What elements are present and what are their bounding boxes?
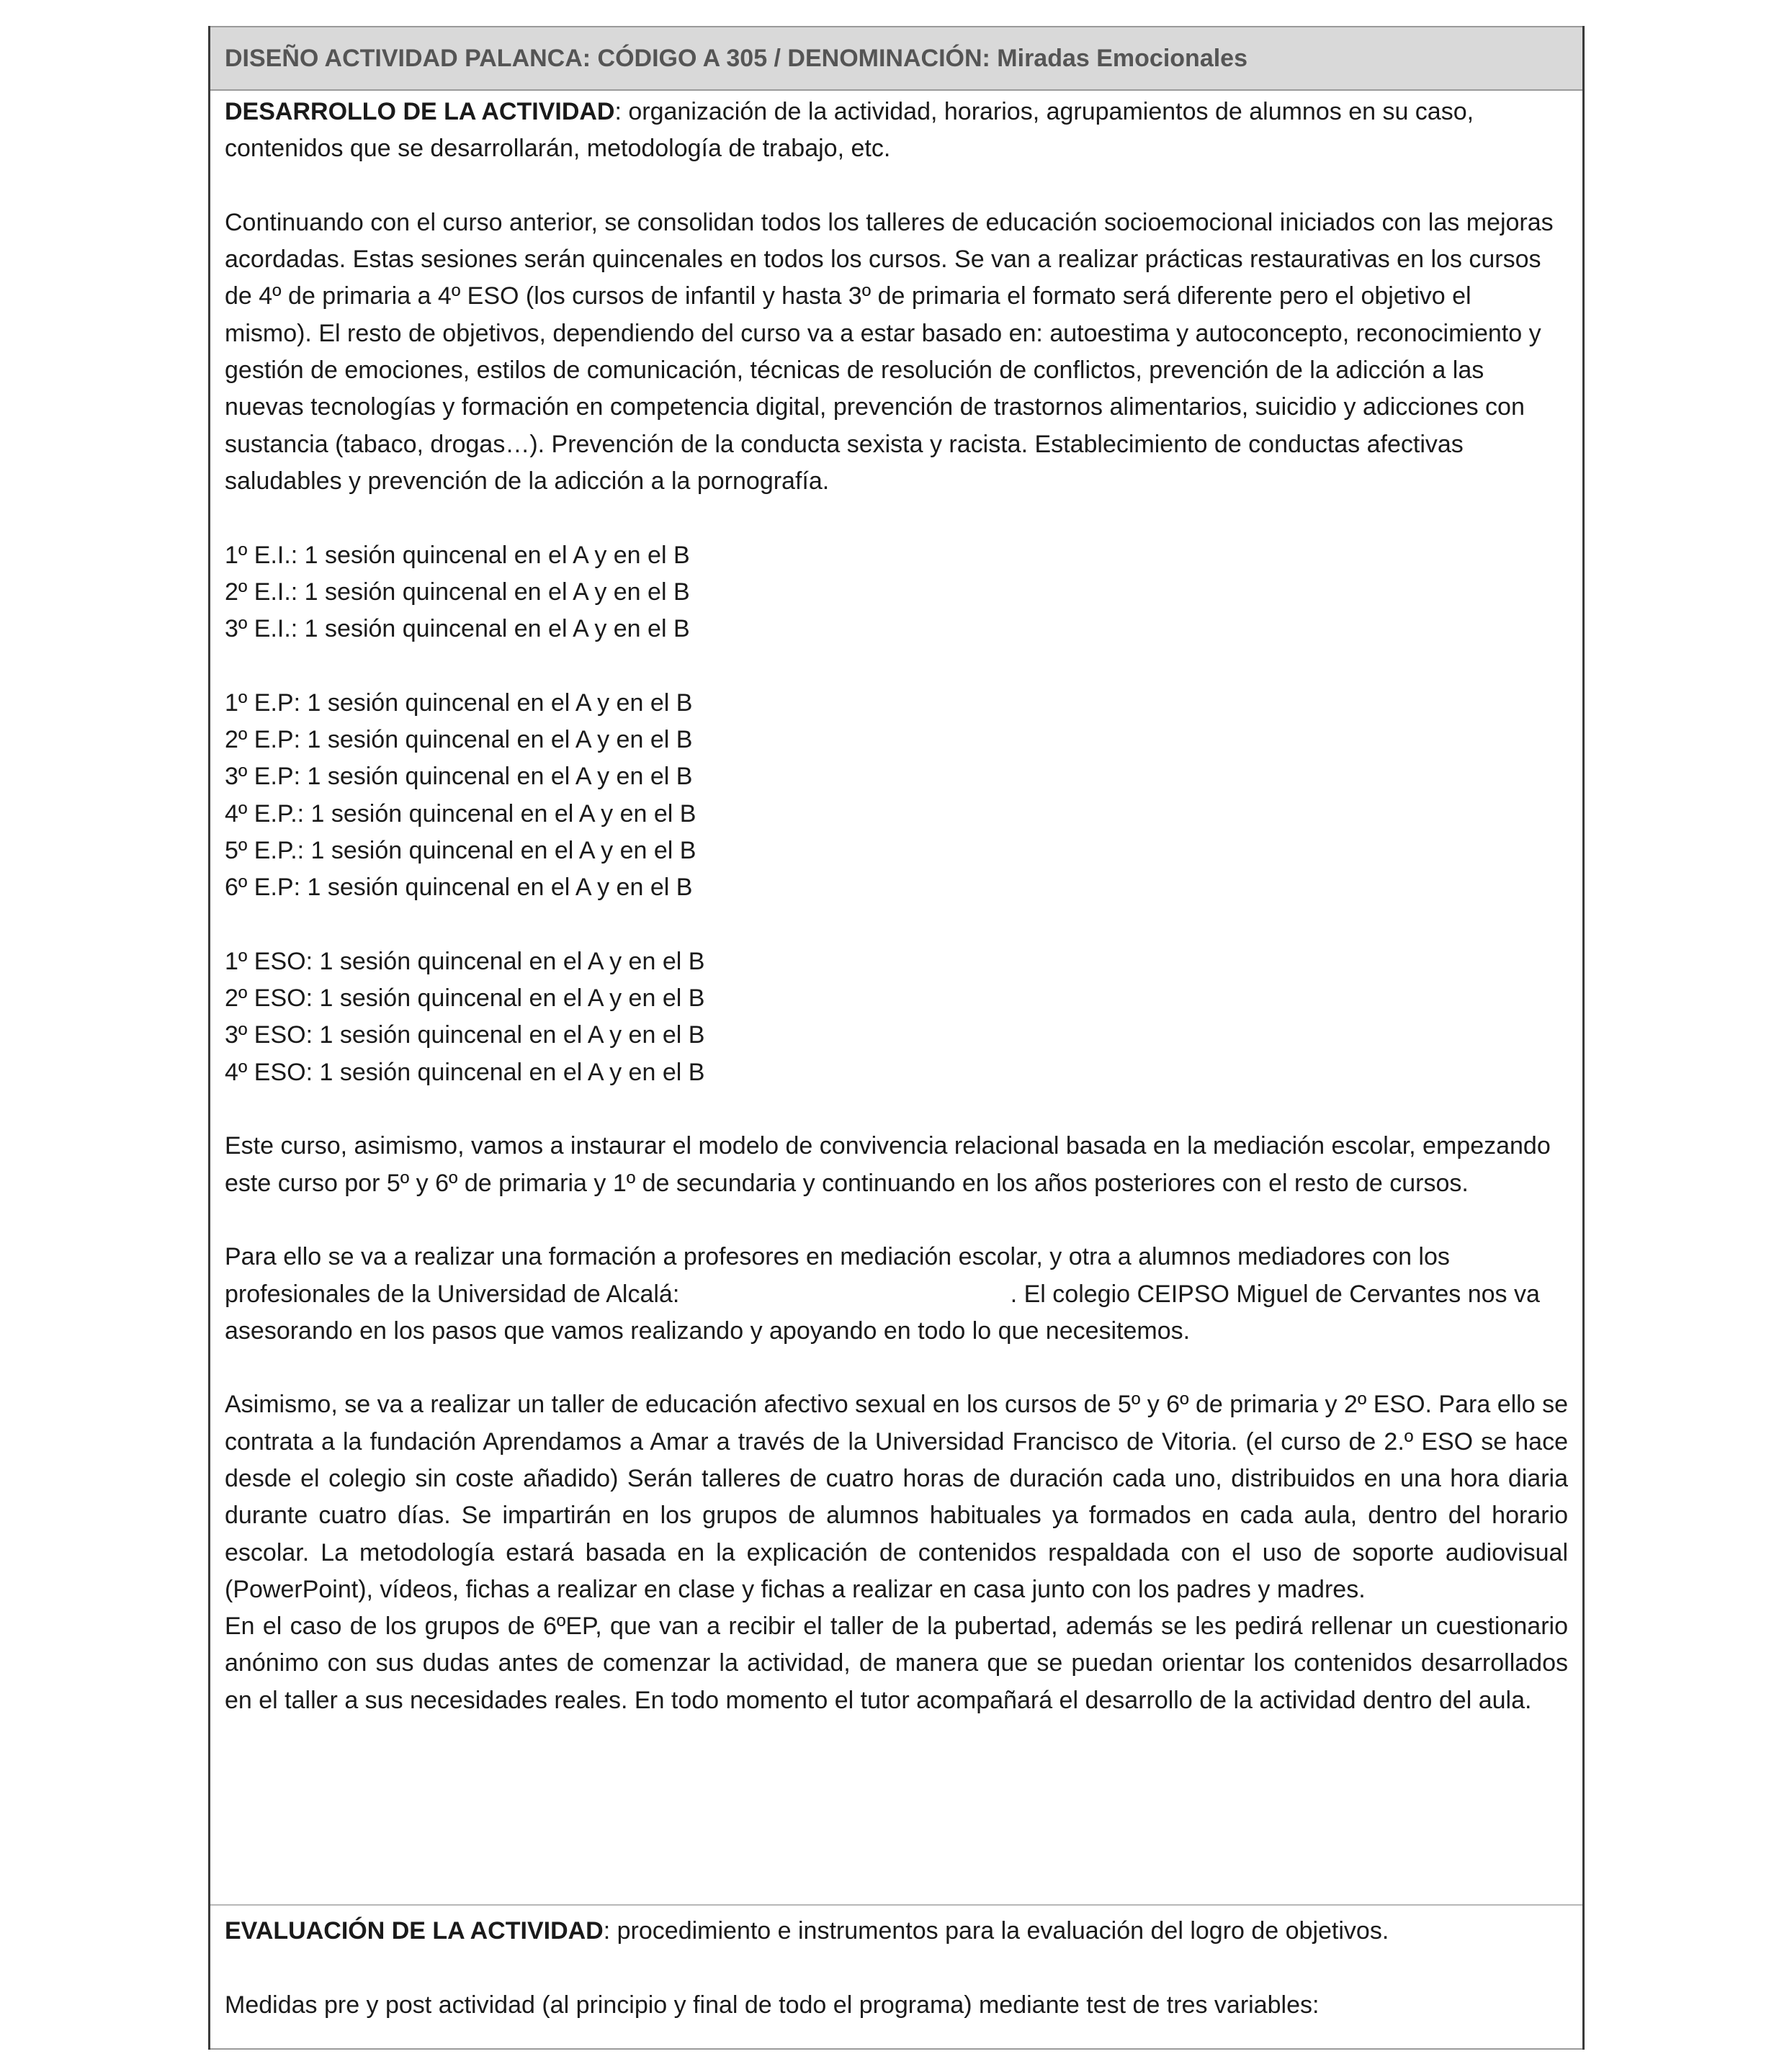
list-item: 3º E.P: 1 sesión quincenal en el A y en el B [225,763,693,791]
mediation-paragraph: Este curso, asimismo, vamos a instaurar el modelo de convivencia relacional basada en la mediación escolar, empezando este curso por 5º y 6º de primaria y 1º de secundaria y continuando en los años posteriores con el resto de cursos. [225,1132,1551,1197]
list-item: 1º E.P: 1 sesión quincenal en el A y en el B [225,689,693,717]
schedule-eso [225,943,1568,1091]
list-item: 5º E.P.: 1 sesión quincenal en el A y en el B [225,836,696,864]
list-item: 3º ESO: 1 sesión quincenal en el A y en el B [225,1021,705,1049]
header-title: DISEÑO ACTIVIDAD PALANCA: CÓDIGO A 305 / DENOMINACIÓN: Miradas Emocionales [225,44,1247,72]
schedule-infantil [225,537,1568,648]
list-item: 4º ESO: 1 sesión quincenal en el A y en el B [225,1058,705,1086]
evaluation-section [210,1906,1582,2050]
evaluation-measures: Medidas pre y post actividad (al principio y final de todo el programa) mediante test de tres variables: [225,1991,1320,2019]
evaluation-title: EVALUACIÓN DE LA ACTIVIDAD [225,1917,604,1945]
list-item: 2º E.I.: 1 sesión quincenal en el A y en el B [225,578,690,606]
list-item: 4º E.P.: 1 sesión quincenal en el A y en el B [225,799,696,828]
training-paragraph [225,1239,1564,1350]
evaluation-heading [225,1913,1568,1950]
evaluation-subtitle: : procedimiento e instrumentos para la evaluación del logro de objetivos. [603,1917,1389,1945]
schedule-primaria [225,685,1568,907]
list-item: 6º E.P: 1 sesión quincenal en el A y en el B [225,874,693,902]
list-item: 1º ESO: 1 sesión quincenal en el A y en el B [225,947,705,975]
development-title: DESARROLLO DE LA ACTIVIDAD [225,98,615,125]
development-section [210,91,1582,1906]
training-text-end: . El colegio CEIPSO Miguel de Cervantes nos va asesorando en los pasos que vamos realizando y apoyando en todo lo que necesitemos. [225,1280,1540,1345]
table-header [210,26,1582,91]
list-item: 1º E.I.: 1 sesión quincenal en el A y en el B [225,541,690,569]
intro-paragraph: Continuando con el curso anterior, se consolidan todos los talleres de educación socioemocional iniciados con las mejoras acordadas. Estas sesiones serán quincenales en todos los cursos. Se van a realizar prácticas restaurativas en los cursos de 4º de primaria a 4º ESO (los cursos de infantil y hasta 3º de primaria el formato será diferente pero el objetivo el mismo). El resto de objetivos, dependiendo del curso va a estar basado en: autoestima y autoconcepto, reconocimiento y gestión de emociones, estilos de comunicación, técnicas de resolución de conflictos, prevención de la adicción a las nuevas tecnologías y formación en competencia digital, prevención de trastornos alimentarios, suicidio y adicciones con sustancia (tabaco, drogas…). Prevención de la conducta sexista y racista. Establecimiento de conductas afectivas saludables y prevención de la adicción a la pornografía. [225,208,1554,495]
development-subtitle: : organización de la actividad, horarios, agrupamientos de alumnos en su caso, contenidos que se desarrollarán, metodología de trabajo, etc. [225,98,1474,163]
puberty-paragraph: En el caso de los grupos de 6ºEP, que van a recibir el taller de la pubertad, además se les pedirá rellenar un cuestionario anónimo con sus dudas antes de comenzar la actividad, de manera que se puedan orientar los contenidos desarrollados en el taller a sus necesidades reales. En todo momento el tutor acompañará el desarrollo de la actividad dentro del aula. [225,1613,1568,1714]
list-item: 2º ESO: 1 sesión quincenal en el A y en el B [225,985,705,1013]
redacted-area [686,1281,1011,1302]
activity-design-table [208,26,1585,2050]
list-item: 2º E.P: 1 sesión quincenal en el A y en el B [225,726,693,754]
development-heading [225,94,1572,168]
training-text-start: Para ello se va a realizar una formación a profesores en mediación escolar, y otra a alumnos mediadores con los profesionales de la Universidad de Alcalá: [225,1243,1450,1308]
list-item: 3º E.I.: 1 sesión quincenal en el A y en el B [225,615,690,643]
workshop-paragraph: Asimismo, se va a realizar un taller de educación afectivo sexual en los cursos de 5º y 6º de primaria y 2º ESO. Para ello se contrata a la fundación Aprendamos a Amar a través de la Universidad Francisco de Vitoria. (el curso de 2.º ESO se hace desde el colegio sin coste añadido) Serán talleres de cuatro horas de duración cada uno, distribuidos en una hora diaria durante cuatro días. Se impartirán en los grupos de alumnos habituales ya formados en cada aula, dentro del horario escolar. La metodología estará basada en la explicación de contenidos respaldada con el uso de soporte audiovisual (PowerPoint), vídeos, fichas a realizar en clase y fichas a realizar en casa junto con los padres y madres. [225,1391,1568,1603]
